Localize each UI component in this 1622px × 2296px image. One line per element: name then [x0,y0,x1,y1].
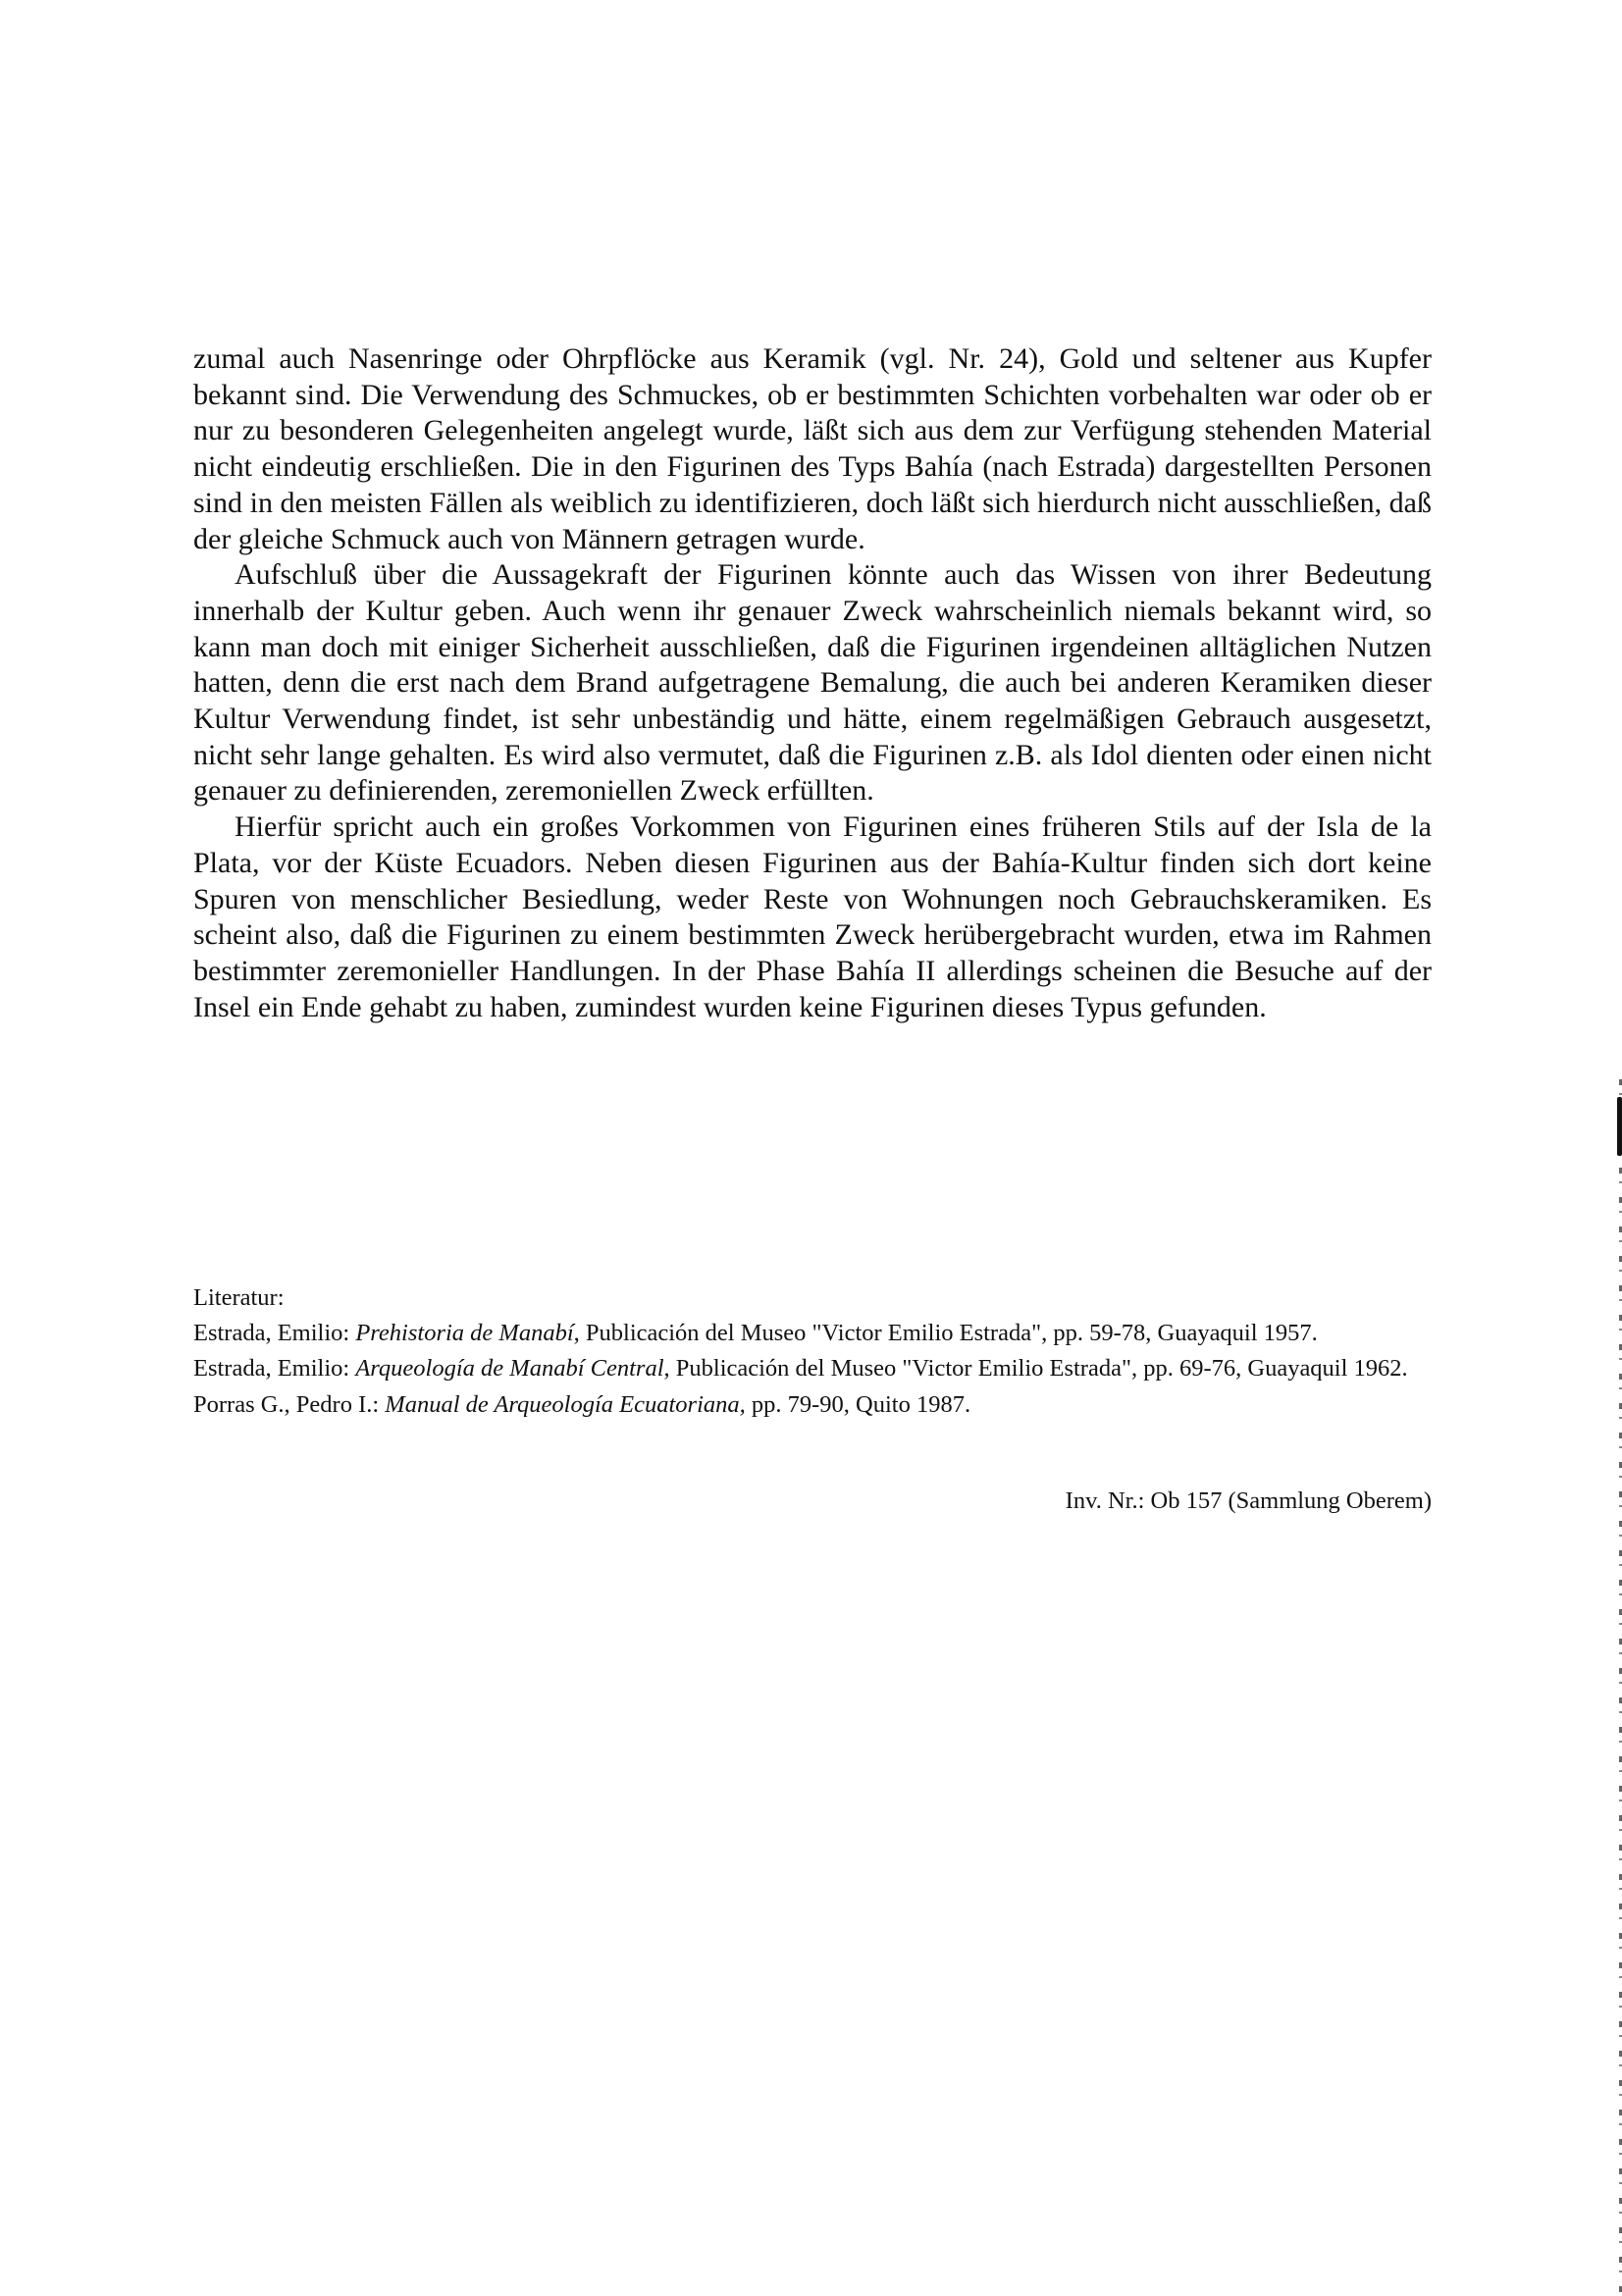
entry-title: Manual de Arqueología Ecuatoriana, [385,1390,746,1418]
entry-details: , Publicación del Museo "Victor Emilio Estrada", pp. 69-76, Guayaquil 1962. [663,1355,1408,1383]
literature-section [193,1280,1432,1423]
entry-details: , Publicación del Museo "Victor Emilio Estrada", pp. 59-78, Guayaquil 1957. [573,1320,1318,1347]
entry-author: Estrada, Emilio: [193,1355,356,1383]
inventory-number: Inv. Nr.: Ob 157 (Sammlung Oberem) [1065,1487,1432,1514]
literature-entry [193,1351,1432,1386]
literature-heading: Literatur: [193,1284,285,1311]
paragraph-1: zumal auch Nasenringe oder Ohrpflöcke aus Keramik (vgl. Nr. 24), Gold und seltener aus Kupfer bekannt sind. Die Verwendung des Schmuckes, ob er bestimmten Schichten vorbehalten war oder ob er nur zu besonderen Gelegenheiten angelegt wurde, läßt sich aus dem zur Verfügung stehenden Material nicht eindeutig erschließen. Die in den Figurinen des Typs Bahía (nach Estrada) dargestellten Personen sind in den meisten Fällen als weiblich zu identifizieren, doch läßt sich hierdurch nicht ausschließen, daß der gleiche Schmuck auch von Männern getragen wurde. [193,342,1432,555]
entry-title: Arqueología de Manabí Central [355,1355,664,1383]
paragraph-3: Hierfür spricht auch ein großes Vorkommen von Figurinen eines früheren Stils auf der Isla de la Plata, vor der Küste Ecuadors. Neben diesen Figurinen aus der Bahía-Kultur finden sich dort keine Spuren von menschlicher Besiedlung, weder Reste von Wohnungen noch Gebrauchskeramiken. Es scheint also, daß die Figurinen zu einem bestimmten Zweck herübergebracht wurden, etwa im Rahmen bestimmter zeremonieller Handlungen. In der Phase Bahía II allerdings scheinen die Besuche auf der Insel ein Ende gehabt zu haben, zumindest wurden keine Figurinen dieses Typus gefunden. [193,810,1432,1023]
entry-details: pp. 79-90, Quito 1987. [745,1390,971,1418]
entry-author: Estrada, Emilio: [193,1320,356,1347]
scan-edge-mark [1617,1097,1622,1156]
literature-entry [193,1387,1432,1423]
entry-author: Porras G., Pedro I.: [193,1390,386,1418]
literature-entry [193,1316,1432,1351]
paragraph-2: Aufschluß über die Aussagekraft der Figurinen könnte auch das Wissen von ihrer Bedeutung innerhalb der Kultur geben. Auch wenn ihr genauer Zweck wahrscheinlich niemals bekannt wird, so kann man doch mit einiger Sicherheit ausschließen, daß die Figurinen irgendeinen alltäglichen Nutzen hatten, denn die erst nach dem Brand aufgetragene Bemalung, die auch bei anderen Keramiken dieser Kultur Verwendung findet, ist sehr unbeständig und hätte, einem regelmäßigen Gebrauch ausgesetzt, nicht sehr lange gehalten. Es wird also vermutet, daß die Figurinen z.B. als Idol dienten oder einen nicht genauer zu definierenden, zeremoniellen Zweck erfüllten. [193,558,1432,808]
entry-title: Prehistoria de Manabí [355,1320,574,1347]
body-text [193,341,1432,1025]
